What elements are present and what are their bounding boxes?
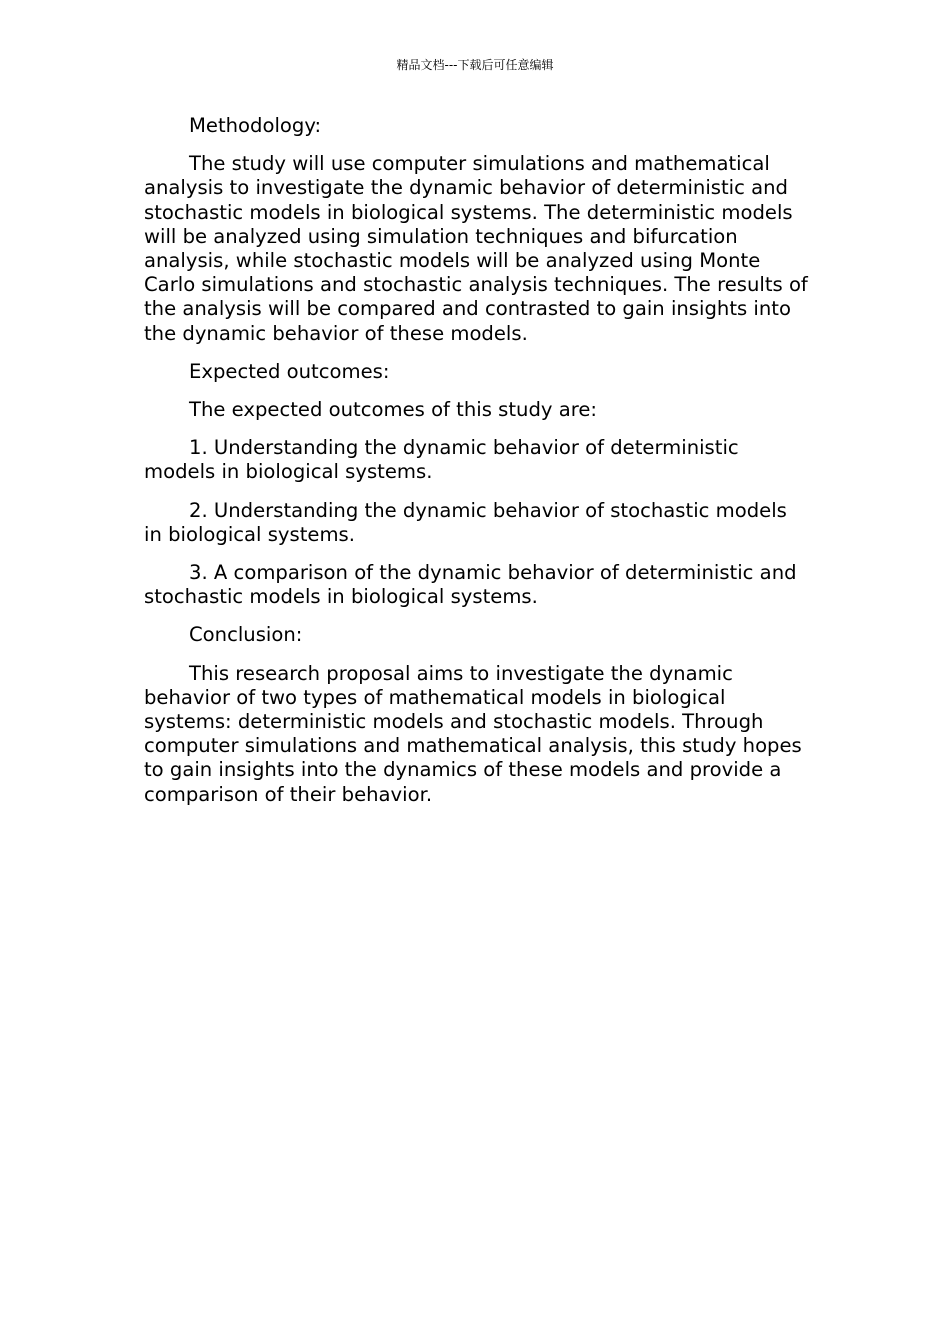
section-heading-conclusion: Conclusion:: [189, 623, 303, 647]
outcomes-intro-paragraph: The expected outcomes of this study are:: [189, 398, 598, 422]
methodology-paragraph: The study will use computer simulations and mathematical analysis to investigate the dynamic behavior of deterministic and stochastic models in biological systems. The deterministic models will be analyzed using simulation techniques and bifurcation analysis, while stochastic models will be analyzed using Monte Carlo simulations and stochastic analysis techniques. The results of the analysis will be compared and contrasted to gain insights into the dynamic behavior of these models.: [144, 152, 808, 345]
page-header: 精品文档---下载后可任意编辑: [396, 58, 554, 72]
outcome-item-2: 2. Understanding the dynamic behavior of stochastic models in biological systems.: [144, 498, 787, 546]
outcome-item-3: 3. A comparison of the dynamic behavior of deterministic and stochastic models in biological systems.: [144, 561, 797, 609]
section-heading-methodology: Methodology:: [189, 114, 322, 137]
document-body: [144, 114, 809, 821]
conclusion-paragraph: This research proposal aims to investigate the dynamic behavior of two types of mathematical models in biological systems: deterministic models and stochastic models. Through computer simulations and mathematical analysis, this study hopes to gain insights into the dynamics of these models and provide a comparison of their behavior.: [144, 661, 802, 806]
outcome-item-1: 1. Understanding the dynamic behavior of deterministic models in biological systems.: [144, 436, 739, 484]
section-heading-expected-outcomes: Expected outcomes:: [189, 359, 390, 383]
